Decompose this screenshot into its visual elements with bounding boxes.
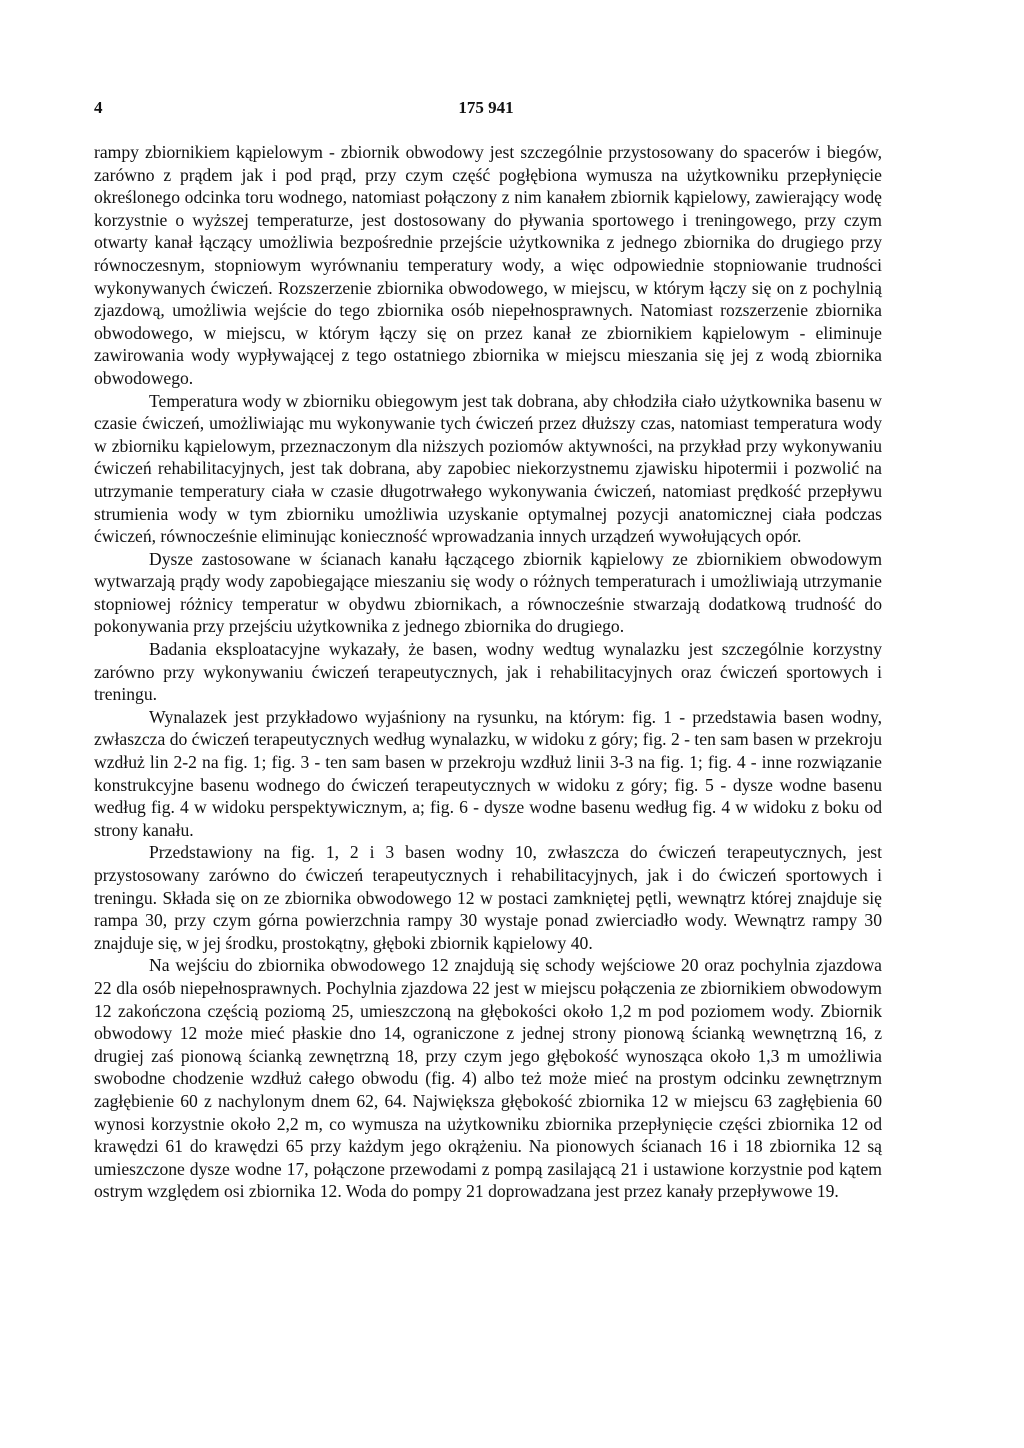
page-header <box>86 98 886 122</box>
paragraph: Wynalazek jest przykładowo wyjaśniony na rysunku, na którym: fig. 1 - przedstawia basen wodny, zwłaszcza do ćwiczeń terapeutycznych według wynalazku, w widoku z góry; fig. 2 - ten sam basen w przekroju wzdłuż lin 2-2 na fig. 1; fig. 3 - ten sam basen w przekroju wzdłuż linii 3-3 na fig. 1; fig. 4 - inne rozwiązanie konstrukcyjne basenu wodnego do ćwiczeń terapeutycznych w widoku z góry; fig. 5 - dysze wodne basenu według fig. 4 w widoku perspektywicznym, a; fig. 6 - dysze wodne basenu według fig. 4 w widoku z boku od strony kanału. <box>94 706 882 840</box>
paragraph: Na wejściu do zbiornika obwodowego 12 znajdują się schody wejściowe 20 oraz pochylnia zjazdowa 22 dla osób niepełnosprawnych. Pochylnia zjazdowa 22 jest w miejscu połączenia ze zbiornikiem obwodowym 12 zakończona częścią poziomą 25, umieszczoną na głębokości około 1,2 m pod poziomem wody. Zbiornik obwodowy 12 może mieć płaskie dno 14, ograniczone z jednej strony pionową ścianką wewnętrzną 16, z drugiej zaś pionową ścianką zewnętrzną 18, przy czym jego głębokość wynosząca około 1,3 m umożliwia swobodne chodzenie wzdłuż całego obwodu (fig. 4) albo też może mieć na prostym odcinku zewnętrznym zagłębienie 60 z nachylonym dnem 62, 64. Największa głębokość zbiornika 12 w miejscu 63 zagłębienia 60 wynosi korzystnie około 2,2 m, co wymusza na użytkowniku zbiornika przepłynięcie części zbiornika 12 od krawędzi 61 do krawędzi 65 przy każdym jego okrążeniu. Na pionowych ścianach 16 i 18 zbiornika 12 są umieszczone dysze wodne 17, połączone przewodami z pompą zasilającą 21 i ustawione korzystnie pod kątem ostrym względem osi zbiornika 12. Woda do pompy 21 doprowadzana jest przez kanały przepływowe 19. <box>94 955 882 1202</box>
paragraph: Badania eksploatacyjne wykazały, że basen, wodny wedtug wynalazku jest szczególnie korzystny zarówno przy wykonywaniu ćwiczeń terapeutycznych, jak i rehabilitacyjnych oraz ćwiczeń sportowych i treningu. <box>94 639 882 705</box>
document-number: 175 941 <box>458 98 514 117</box>
paragraph: Przedstawiony na fig. 1, 2 i 3 basen wodny 10, zwłaszcza do ćwiczeń terapeutycznych, jest przystosowany zarówno do ćwiczeń terapeutycznych i rehabilitacyjnych, jak i do ćwiczeń sportowych i treningu. Składa się on ze zbiornika obwodowego 12 w postaci zamkniętej pętli, wewnątrz której znajduje się rampa 30, przy czym górna powierzchnia rampy 30 wystaje ponad zwierciadło wody. Wewnątrz rampy 30 znajduje się, w jej środku, prostokątny, głęboki zbiornik kąpielowy 40. <box>94 842 882 953</box>
document-body <box>94 141 882 1203</box>
paragraph: rampy zbiornikiem kąpielowym - zbiornik obwodowy jest szczególnie przystosowany do spacerów i biegów, zarówno z prądem jak i pod prąd, przy czym część pogłębiona wymusza na użytkowniku przepłynięcie określonego odcinka toru wodnego, natomiast połączony z nim kanałem zbiornik kąpielowy, zawierający wodę korzystnie o wyższej temperaturze, jest dostosowany do pływania sportowego i treningowego, przy czym otwarty kanał łączący umożliwia bezpośrednie przejście użytkownika z jednego zbiornika do drugiego przy równoczesnym, stopniowym wyrównaniu temperatury wody, a więc odpowiednie stopniowanie trudności wykonywanych ćwiczeń. Rozszerzenie zbiornika obwodowego, w miejscu, w którym łączy się on z pochylnią zjazdową, umożliwia wejście do tego zbiornika osób niepełnosprawnych. Natomiast rozszerzenie zbiornika obwodowego, w miejscu, w którym łączy się on przez kanał ze zbiornikiem kąpielowym - eliminuje zawirowania wody wypływającej z tego ostatniego zbiornika w miejscu mieszania się jej z wodą zbiornika obwodowego. <box>94 142 882 388</box>
page-number: 4 <box>94 98 103 117</box>
paragraph: Temperatura wody w zbiorniku obiegowym jest tak dobrana, aby chłodziła ciało użytkownika basenu w czasie ćwiczeń, umożliwiając mu wykonywanie tych ćwiczeń przez dłuższy czas, natomiast temperatura wody w zbiorniku kąpielowym, przeznaczonym dla niższych poziomów aktywności, na przykład przy wykonywaniu ćwiczeń rehabilitacyjnych, jest tak dobrana, aby zapobiec niekorzystnemu zjawisku hipotermii i pozwolić na utrzymanie temperatury ciała w czasie długotrwałego wykonywania ćwiczeń, natomiast prędkość przepływu strumienia wody w tym zbiorniku umożliwia uzyskanie optymalnej pozycji anatomicznej ciała podczas ćwiczeń, równocześnie eliminując konieczność wprowadzania innych urządzeń wywołujących opór. <box>94 390 882 547</box>
paragraph: Dysze zastosowane w ścianach kanału łączącego zbiornik kąpielowy ze zbiornikiem obwodowym wytwarzają prądy wody zapobiegające mieszaniu się wody o różnych temperaturach i umożliwiają utrzymanie stopniowej różnicy temperatur w obydwu zbiornikach, a równocześnie stwarzają dodatkową trudność do pokonywania przy przejściu użytkownika z jednego zbiornika do drugiego. <box>94 548 882 637</box>
